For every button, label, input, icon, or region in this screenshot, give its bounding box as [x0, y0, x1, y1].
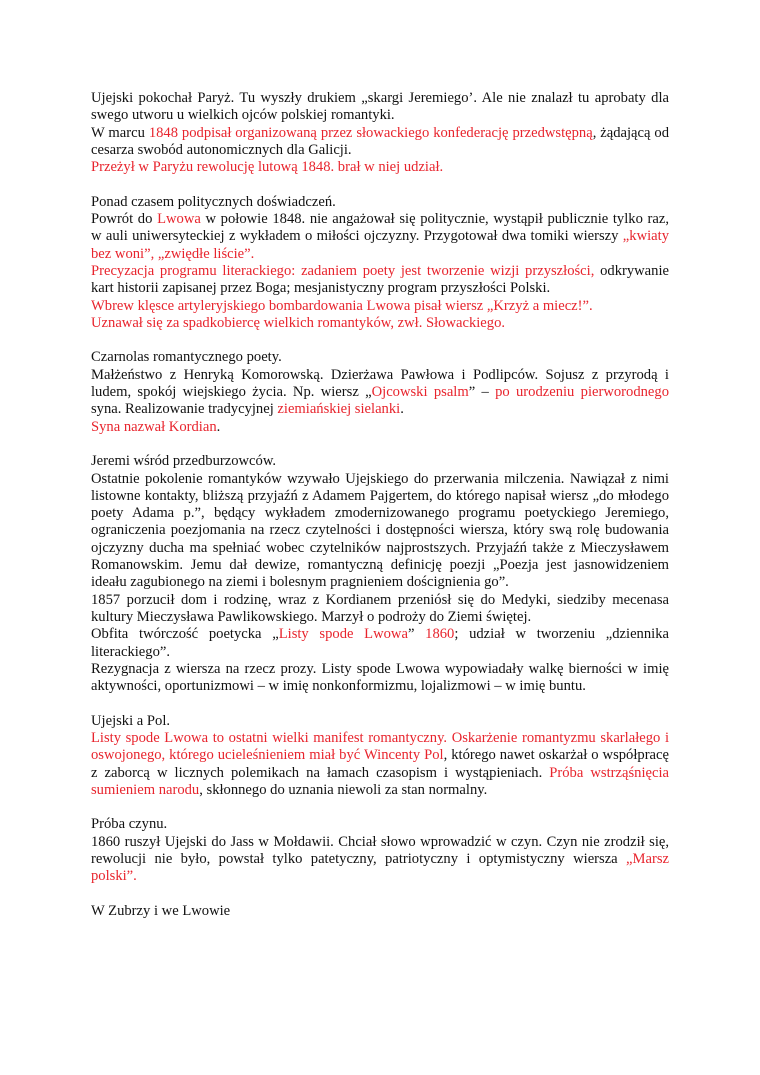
paragraph-spacer — [91, 332, 669, 349]
paragraph — [91, 730, 669, 799]
paragraph — [91, 903, 669, 920]
paragraph — [91, 349, 669, 366]
highlighted-text: Ojcowski psalm — [371, 384, 469, 401]
paragraph — [91, 471, 669, 592]
paragraph — [91, 592, 669, 627]
paragraph — [91, 298, 669, 315]
text-segment: odkrywanie kart historii zapisanej przez Boga; mesjanistyczny program przyszłości Polski. — [91, 262, 669, 297]
paragraph — [91, 816, 669, 833]
highlighted-text: 1860 — [425, 626, 455, 643]
highlighted-text: Listy spode Lwowa — [278, 626, 408, 643]
text-segment: , żądającą od cesarza swobód autonomicznych dla Galicji. — [91, 124, 670, 158]
highlighted-text: Listy spode Lwowa to ostatni wielki manifest romantyczny. Oskarżenie romantyzmu skarlałego i oswojonego, którego ucieleśnieniem miał być Wincenty Pol — [91, 729, 669, 764]
paragraph — [91, 713, 669, 730]
highlighted-text: po urodzeniu pierworodnego — [495, 384, 669, 401]
paragraph — [91, 367, 669, 419]
text-segment: Próba czynu. — [91, 816, 168, 833]
paragraph — [91, 834, 669, 886]
text-segment: Czarnolas romantycznego poety. — [91, 349, 282, 366]
paragraph-spacer — [91, 886, 669, 903]
text-segment: Rezygnacja z wiersza na rzecz prozy. Listy spode Lwowa wypowiadały walkę bierności w imię aktywności, oportunizmowi – w imię nonkonformizmu, lojalizmowi – w imię buntu. — [91, 660, 669, 695]
highlighted-text: Próba wstrząśnięcia sumieniem narodu — [91, 764, 669, 798]
text-segment: Jeremi wśród przedburzowców. — [91, 453, 277, 470]
text-segment: Ponad czasem politycznych doświadczeń. — [91, 193, 336, 210]
text-segment: ” – — [468, 384, 496, 401]
text-segment: . — [216, 418, 221, 435]
highlighted-text: Syna nazwał Kordian — [91, 418, 217, 435]
text-segment: Ujejski pokochał Paryż. Tu wyszły drukiem „skargi Jeremiego’. Ale nie znalazł tu aprobaty dla swego utworu u wielkich ojców polskiej romantyki. — [91, 90, 669, 124]
text-segment: , którego nawet oskarżał o współpracę z zaborcą w licznych polemikach na łamach czasopism i wystąpieniach. — [91, 747, 669, 781]
text-segment: 1860 ruszył Ujejski do Jass w Mołdawii. Chciał słowo wprowadzić w czyn. Czyn nie zrodził się, rewolucji nie było, powstał tylko patetyczny, patriotyczny i optymistyczny wiersza — [91, 833, 669, 868]
paragraph-spacer — [91, 799, 669, 816]
text-segment: ” — [407, 626, 426, 643]
highlighted-text: Przeżył w Paryżu rewolucję lutową 1848. brał w niej udział. — [91, 159, 444, 176]
highlighted-text: ziemiańskiej sielanki — [277, 401, 401, 418]
paragraph-spacer — [91, 436, 669, 453]
paragraph — [91, 159, 669, 176]
paragraph-spacer — [91, 695, 669, 712]
highlighted-text: „kwiaty bez woni”, „zwiędłe liście”. — [91, 228, 669, 262]
text-segment: ; udział w tworzeniu „dziennika literackiego”. — [91, 626, 669, 660]
highlighted-text: Lwowa — [157, 211, 201, 228]
text-segment: syna. Realizowanie tradycyjnej — [91, 401, 278, 418]
text-segment: Powrót do — [91, 211, 158, 228]
highlighted-text: 1848 podpisał organizowaną przez słowackiego konfederację przedwstępną — [148, 124, 593, 141]
text-segment: Małżeństwo z Henryką Komorowską. Dzierżawa Pawłowa i Podlipców. Sojusz z przyrodą i ludem, spokój wiejskiego życia. Np. wiersz „ — [91, 366, 669, 401]
text-segment: W Zubrzy i we Lwowie — [91, 902, 231, 919]
highlighted-text: Wbrew klęsce artyleryjskiego bombardowania Lwowa pisał wiersz „Krzyż a miecz!”. — [91, 297, 593, 314]
text-segment: Ostatnie pokolenie romantyków wzywało Ujejskiego do przerwania milczenia. Nawiązał z nimi listowne kontakty, bliższą przyjaźń z Adamem Pajgertem, do którego napisał wiersz „do młodego poety Adama p.”, będący wykładem zmodernizowanego programu poetyckiego Jeremiego, ograniczenia poezjomania na rzecz czytelności i dostępności wiersza, który swą rolę budowania ojczyzny ducha ma spełniać wobec czytelników najprostszych. Przyjaźń także z Mieczysławem Romanowskim. Jemu dał dewize, romantyczną definicję poezji „Poezja jest jasnowidzeniem ideału zagubionego na ziemi i bolesnym pragnieniem doścignienia go”. — [91, 470, 669, 591]
paragraph — [91, 419, 669, 436]
paragraph — [91, 315, 669, 332]
paragraph — [91, 263, 669, 298]
paragraph — [91, 125, 669, 160]
text-segment: . — [400, 401, 404, 418]
paragraph — [91, 626, 669, 661]
text-segment: , skłonnego do uznania niewoli za stan normalny. — [199, 781, 488, 798]
text-segment: Obfita twórczość poetycka „ — [91, 626, 279, 643]
highlighted-text: Uznawał się za spadkobiercę wielkich romantyków, zwł. Słowackiego. — [91, 314, 506, 331]
paragraph — [91, 661, 669, 696]
text-segment: w połowie 1848. nie angażował się politycznie, wystąpił publicznie tylko raz, w auli uniwersyteckiej z wykładem o miłości ojczyzny. Przygotował dwa tomiki wierszy — [91, 211, 669, 245]
text-segment: 1857 porzucił dom i rodzinę, wraz z Kordianem przeniósł się do Medyki, siedziby mecenasa kultury Mieczysława Pawlikowskiego. Marzył o podroży do Ziemi świętej. — [91, 591, 669, 625]
paragraph — [91, 453, 669, 470]
paragraph — [91, 211, 669, 263]
highlighted-text: Precyzacja programu literackiego: zadaniem poety jest tworzenie wizji przyszłości, — [91, 262, 595, 279]
paragraph — [91, 194, 669, 211]
document-body — [91, 90, 669, 920]
paragraph-spacer — [91, 176, 669, 193]
text-segment: Ujejski a Pol. — [91, 712, 171, 729]
text-segment: W marcu — [91, 124, 149, 141]
paragraph — [91, 90, 669, 125]
highlighted-text: „Marsz polski”. — [91, 851, 669, 885]
